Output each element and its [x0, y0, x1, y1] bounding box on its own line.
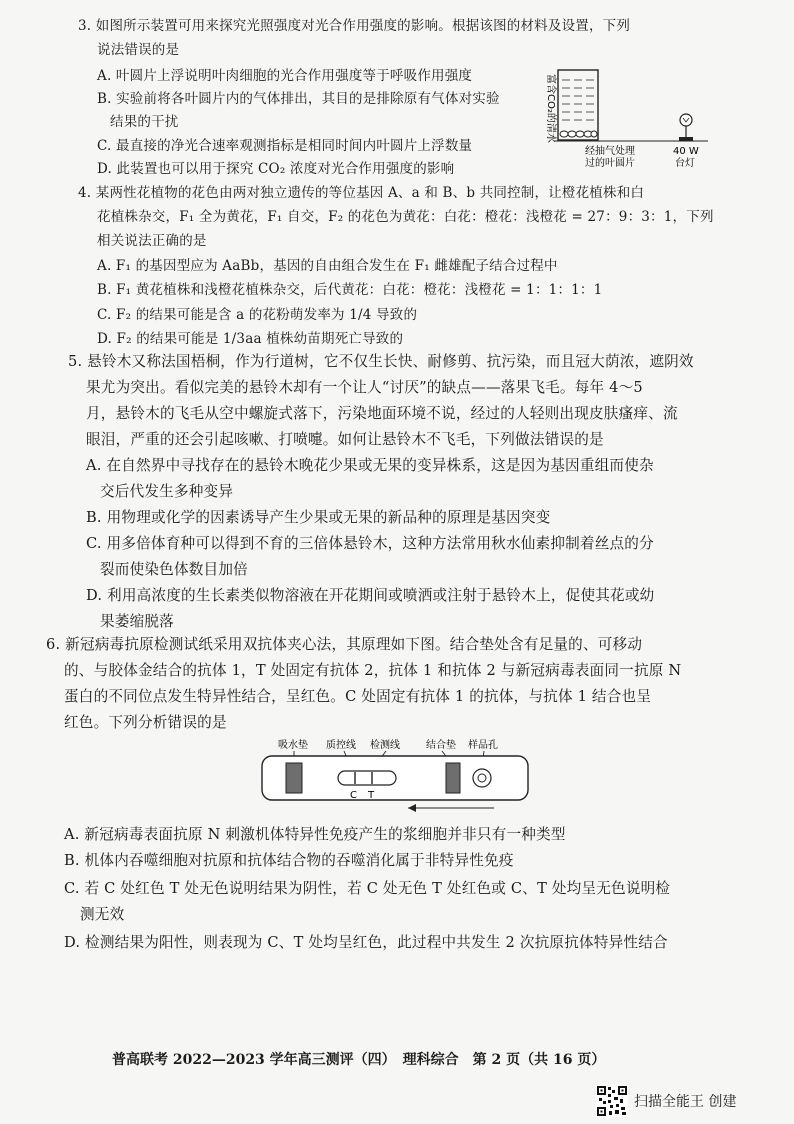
q3-option-d: D. 此装置也可以用于探究 CO₂ 浓度对光合作用强度的影响: [97, 161, 455, 177]
scanner-text: 扫描全能王 创建: [634, 1094, 737, 1110]
q3-beaker-label: 富含CO₂的清水: [545, 74, 556, 143]
q5-option-b: B. 用物理或化学的因素诱导产生少果或无果的新品种的原理是基因突变: [86, 509, 551, 526]
q6-stem-line2: 的、与胶体金结合的抗体 1，T 处固定有抗体 2，抗体 1 和抗体 2 与新冠病毒表面同一抗原 N: [64, 662, 682, 679]
q3-stem-line1: 3. 如图所示装置可用来探究光照强度对光合作用强度的影响。根据该图的材料及设置，下列: [78, 18, 631, 34]
q3-leaf-label-1: 经抽气处理: [585, 146, 635, 157]
q6-label-sample-well: 样品孔: [468, 740, 498, 751]
q3-lamp-label-2: 台灯: [675, 158, 695, 169]
q5-stem-line3: 月，悬铃木的飞毛从空中螺旋式落下，污染地面环境不说，经过的人轻则出现皮肤瘙痒、流: [86, 405, 678, 422]
q3-leaf-label-2: 过的叶圆片: [585, 158, 635, 169]
q3-option-a: A. 叶圆片上浮说明叶肉细胞的光合作用强度等于呼吸作用强度: [97, 68, 473, 84]
q5-option-d-line1: D. 利用高浓度的生长素类似物溶液在开花期间或喷洒或注射于悬铃木上，促使其花或幼: [86, 587, 655, 604]
q5-option-c-line2: 裂而使染色体数目加倍: [100, 561, 248, 578]
q5-option-c-line1: C. 用多倍体育种可以得到不育的三倍体悬铃木，这种方法常用秋水仙素抑制着丝点的分: [86, 535, 654, 552]
q4-stem-line2: 花植株杂交，F₁ 全为黄花，F₁ 自交，F₂ 的花色为黄花：白花：橙花：浅橙花 = 27：9：3：1，下列: [97, 209, 714, 225]
q6-option-c-line2: 测无效: [80, 906, 125, 923]
q6-test-strip-figure: [258, 736, 538, 816]
q6-option-a: A. 新冠病毒表面抗原 N 刺激机体特异性免疫产生的浆细胞并非只有一种类型: [64, 826, 566, 843]
q3-lamp-label-1: 40 W: [673, 146, 699, 157]
q4-stem-line1: 4. 某两性花植物的花色由两对独立遗传的等位基因 A、a 和 B、b 共同控制，让橙花植株和白: [78, 185, 645, 201]
qr-code-icon: [596, 1085, 628, 1117]
q3-option-c: C. 最直接的净光合速率观测指标是相同时间内叶圆片上浮数量: [97, 138, 473, 154]
q3-option-b-line1: B. 实验前将各叶圆片内的气体排出，其目的是排除原有气体对实验: [97, 91, 500, 107]
q6-label-control-line: 质控线: [326, 740, 356, 751]
q3-apparatus-figure: [536, 62, 716, 180]
q6-label-conjugate-pad: 结合垫: [426, 740, 456, 751]
q5-option-a-line2: 交后代发生多种变异: [100, 483, 234, 500]
q6-stem-line4: 红色。下列分析错误的是: [64, 714, 227, 731]
q5-option-a-line1: A. 在自然界中寻找存在的悬铃木晚花少果或无果的变异株系，这是因为基因重组而使杂: [86, 457, 654, 474]
scanner-watermark: [596, 1085, 786, 1119]
q6-option-b: B. 机体内吞噬细胞对抗原和抗体结合物的吞噬消化属于非特异性免疫: [64, 852, 514, 869]
q5-option-d-line2: 果萎缩脱落: [100, 613, 174, 630]
q4-option-d: D. F₂ 的结果可能是 1/3aa 植株幼苗期死亡导致的: [97, 331, 404, 347]
q4-option-c: C. F₂ 的结果可能是含 a 的花粉萌发率为 1/4 导致的: [97, 307, 418, 323]
q4-option-b: B. F₁ 黄花植株和浅橙花植株杂交，后代黄花：白花：橙花：浅橙花 = 1：1：1：1: [97, 282, 603, 298]
q4-stem-line3: 相关说法正确的是: [97, 233, 207, 249]
q5-stem-line2: 果尤为突出。看似完美的悬铃木却有一个让人“讨厌”的缺点——落果飞毛。每年 4～5: [86, 379, 643, 396]
q3-stem-line2: 说法错误的是: [97, 42, 180, 58]
q5-stem-line4: 眼泪，严重的还会引起咳嗽、打喷嚏。如何让悬铃木不飞毛，下列做法错误的是: [86, 431, 604, 448]
q6-label-absorb-pad: 吸水垫: [278, 740, 308, 751]
q6-option-d: D. 检测结果为阳性，则表现为 C、T 处均呈红色，此过程中共发生 2 次抗原抗体特异性结合: [64, 934, 668, 951]
q6-stem-line1: 6. 新冠病毒抗原检测试纸采用双抗体夹心法，其原理如下图。结合垫处含有足量的、可移动: [46, 636, 643, 653]
q6-stem-line3: 蛋白的不同位点发生特异性结合，呈红色。C 处固定有抗体 1 的抗体，与抗体 1 结合也呈: [64, 688, 652, 705]
q6-option-c-line1: C. 若 C 处红色 T 处无色说明结果为阴性，若 C 处无色 T 处红色或 C、T 处均呈无色说明检: [64, 880, 671, 897]
q6-label-test-line: 检测线: [370, 740, 400, 751]
q3-option-b-line2: 结果的干扰: [110, 114, 179, 130]
page-footer: 普高联考 2022—2023 学年高三测评（四） 理科综合 第 2 页（共 16 页）: [112, 1052, 606, 1068]
q5-stem-line1: 5. 悬铃木又称法国梧桐，作为行道树，它不仅生长快、耐修剪、抗污染，而且冠大荫浓，遮阴效: [68, 353, 694, 370]
q6-label-t: T: [368, 790, 375, 801]
q6-label-c: C: [350, 790, 357, 801]
q4-option-a: A. F₁ 的基因型应为 AaBb，基因的自由组合发生在 F₁ 雌雄配子结合过程中: [97, 258, 558, 274]
